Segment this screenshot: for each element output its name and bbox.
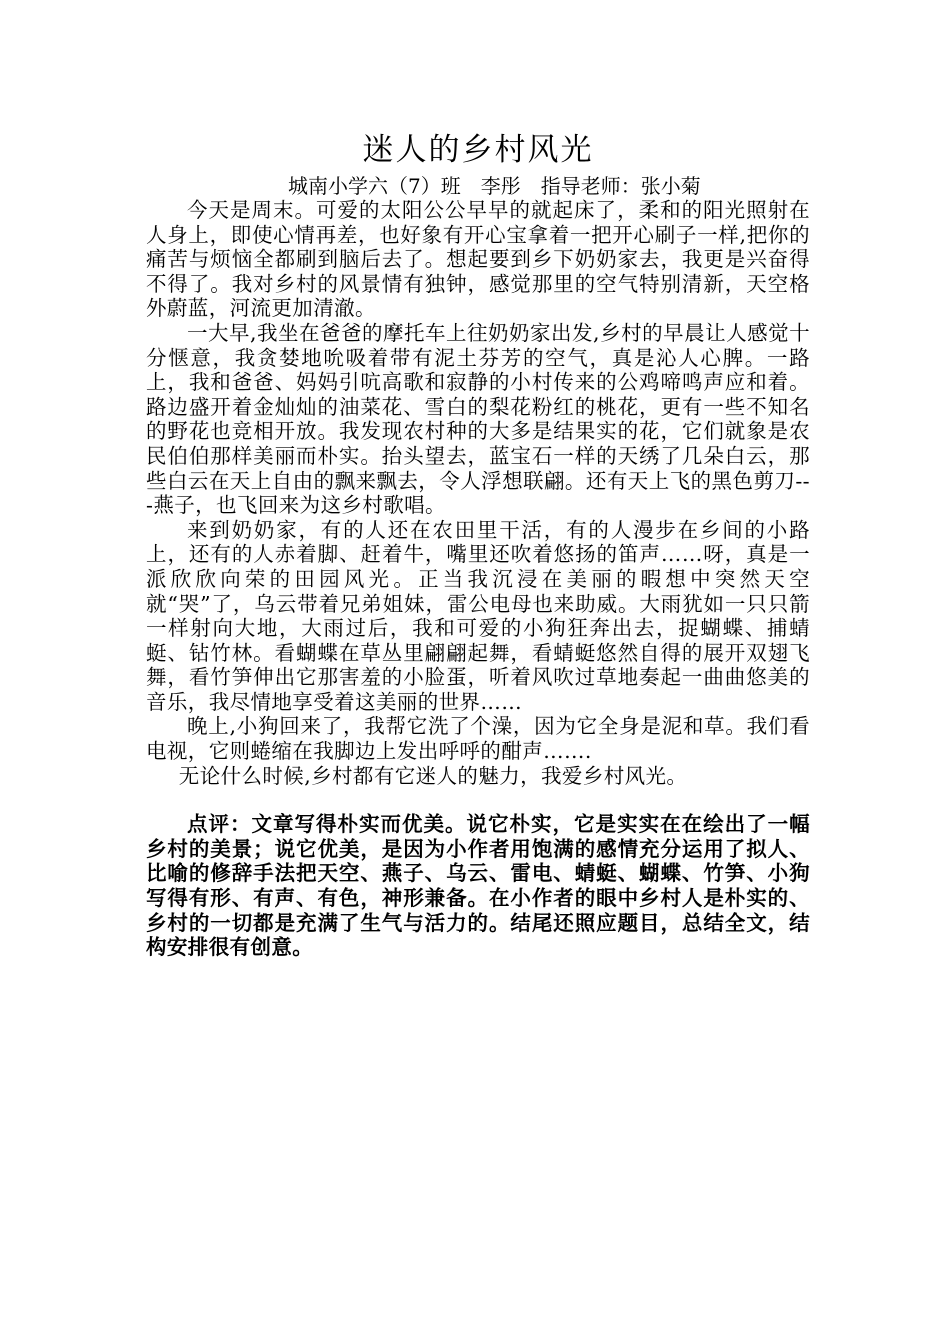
paragraph-3: 来到奶奶家，有的人还在农田里干活，有的人漫步在乡间的小路上，还有的人赤着脚、赶着牛，嘴里还吹着悠扬的笛声……呀，真是一派欣欣向荣的田园风光。正当我沉浸在美丽的暇想中突然天空就“哭”了，乌云带着兄弟姐妹，雷公电母也来助威。大雨犹如一只只箭一样射向大地，大雨过后，我和可爱的小狗狂奔出去，捉蝴蝶、捕蜻蜓、钻竹林。看蝴蝶在草丛里翩翩起舞，看蜻蜓悠然自得的展开双翅飞舞，看竹笋伸出它那害羞的小脸蛋，听着风吹过草地奏起一曲曲悠美的音乐，我尽情地享受着这美丽的世界…… <box>146 517 810 714</box>
essay-title: 迷人的乡村风光 <box>362 132 594 168</box>
paragraph-1: 今天是周末。可爱的太阳公公早早的就起床了，柔和的阳光照射在人身上，即使心情再差，也好象有开心宝拿着一把开心刷子一样,把你的痛苦与烦恼全都刷到脑后去了。想起要到乡下奶奶家去，我更是兴奋得不得了。我对乡村的风景情有独钟，感觉那里的空气特别清新，天空格外蔚蓝，河流更加清澈。 <box>146 198 810 321</box>
author-byline: 城南小学六（7）班 李彤 指导老师：张小菊 <box>288 174 701 198</box>
document-body <box>146 128 810 960</box>
paragraph-2: 一大早,我坐在爸爸的摩托车上往奶奶家出发,乡村的早晨让人感觉十分惬意，我贪婪地吮吸着带有泥土芬芳的空气，真是沁人心脾。一路上，我和爸爸、妈妈引吭高歌和寂静的小村传来的公鸡啼鸣声应和着。路边盛开着金灿灿的油菜花、雪白的梨花粉红的桃花，更有一些不知名的野花也竞相开放。我发现农村种的大多是结果实的花，它们就象是农民伯伯那样美丽而朴实。抬头望去，蓝宝石一样的天绣了几朵白云，那些白云在天上自由的飘来飘去，令人浮想联翩。还有天上飞的黑色剪刀---燕子，也飞回来为这乡村歌唱。 <box>146 320 810 518</box>
paragraph-5: 无论什么时候,乡村都有它迷人的魅力，我爱乡村风光。 <box>178 763 688 788</box>
paragraph-4: 晚上,小狗回来了，我帮它洗了个澡，因为它全身是泥和草。我们看电视，它则蜷缩在我脚边上发出呼呼的酣声……. <box>146 714 810 764</box>
section-gap <box>146 788 810 812</box>
teacher-review: 点评：文章写得朴实而优美。说它朴实，它是实实在在绘出了一幅乡村的美景；说它优美，是因为小作者用饱满的感情充分运用了拟人、比喻的修辞手法把天空、燕子、乌云、雷电、蜻蜓、蝴蝶、竹笋、小狗写得有形、有声、有色，神形兼备。在小作者的眼中乡村人是朴实的、乡村的一切都是充满了生气与活力的。结尾还照应题目，总结全文，结构安排很有创意。 <box>146 812 810 960</box>
